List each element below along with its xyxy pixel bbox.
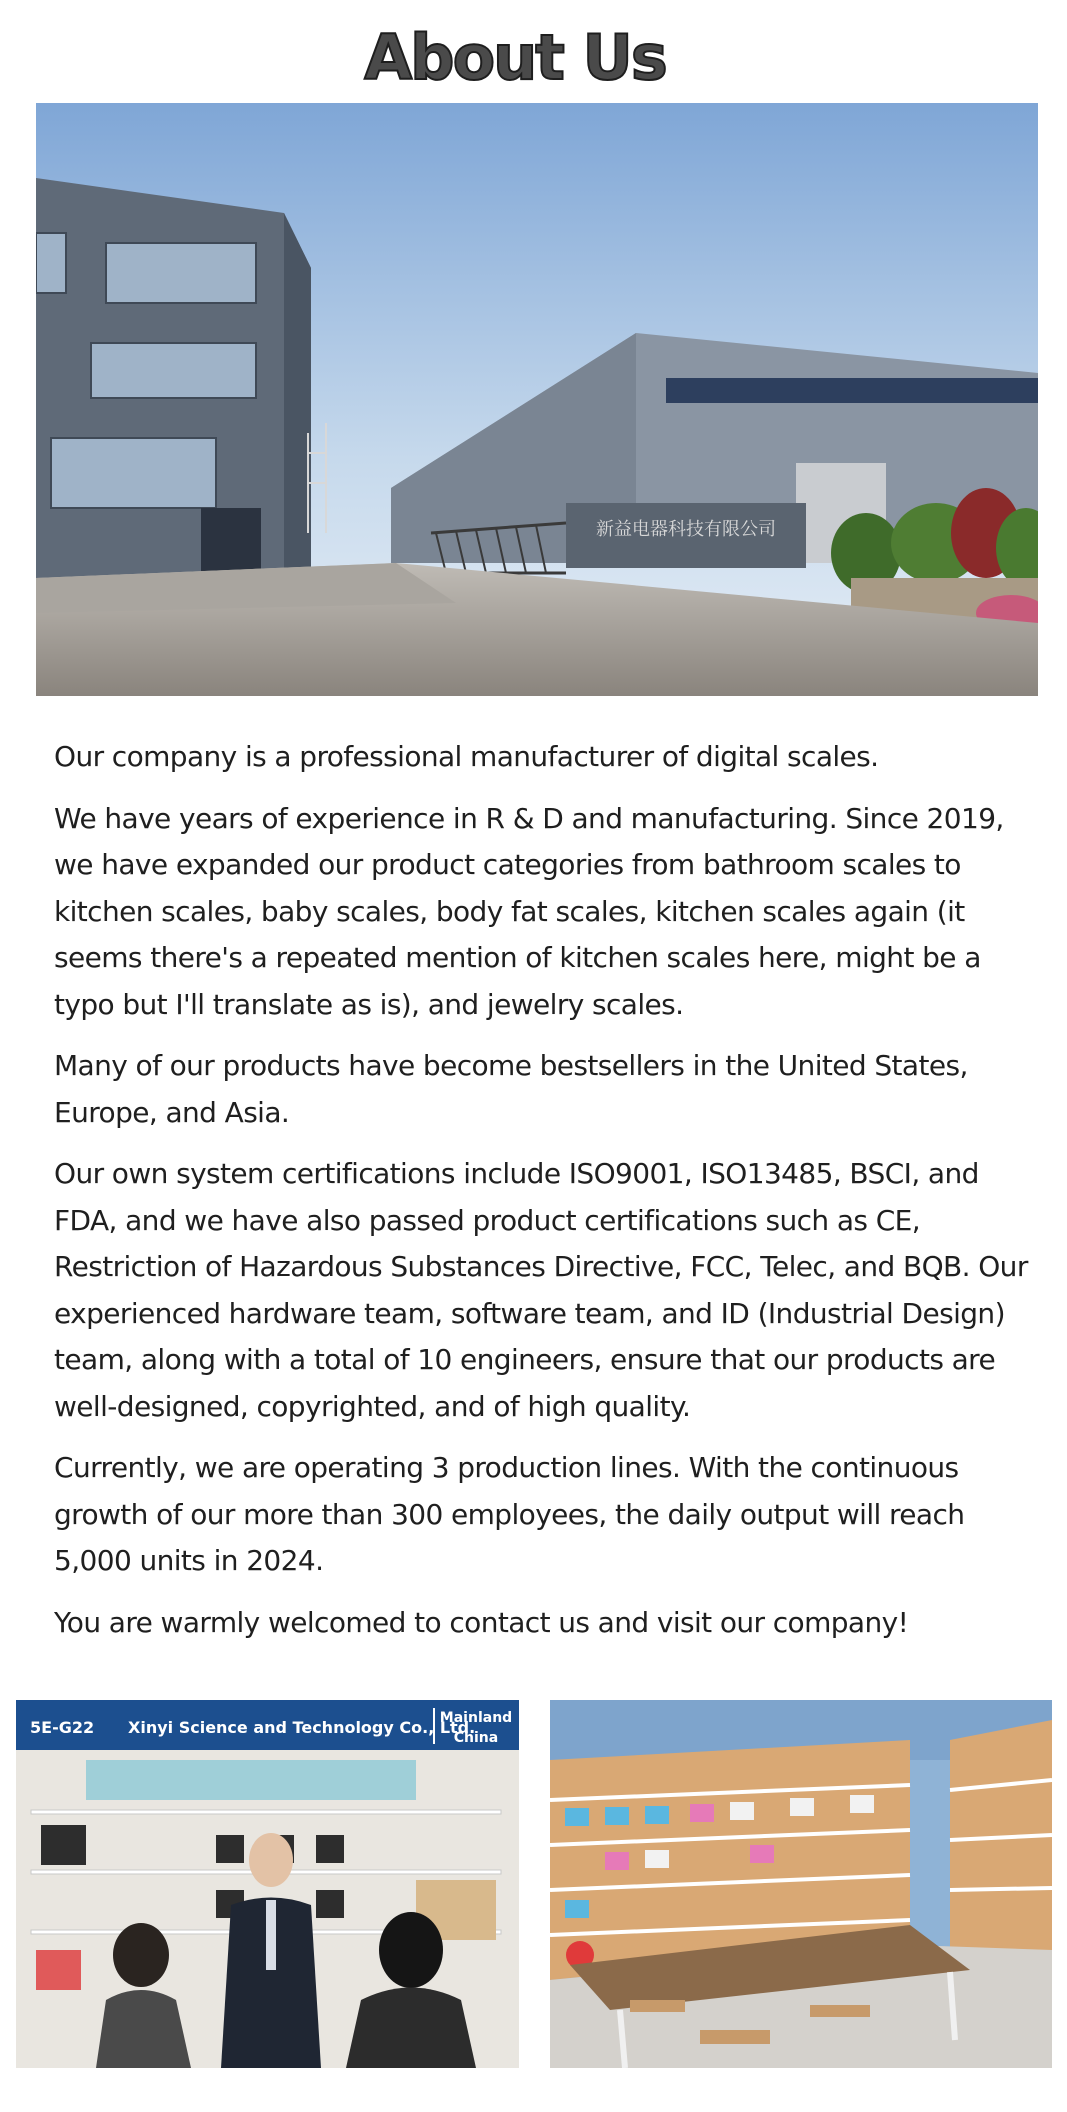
- factory-sign-text: 新益电器科技有限公司: [596, 519, 776, 540]
- production-paragraph: Currently, we are operating 3 production lines. With the continuous growth of our more than 300 employees, the daily output will reach 5,000 units in 2024.: [54, 1451, 965, 1577]
- about-text: [54, 734, 1039, 1661]
- welcome-paragraph: You are warmly welcomed to contact us and visit our company!: [54, 1605, 909, 1639]
- page-title: About Us: [364, 21, 666, 94]
- experience-paragraph: We have years of experience in R & D and manufacturing. Since 2019, we have expanded our product categories from bathroom scales to kitchen scales, baby scales, body fat scales, kitchen scales again (it seems there's a repeated mention of kitchen scales here, might be a typo but I'll translate as is), and jewelry scales.: [54, 801, 1004, 1021]
- intro-paragraph: Our company is a professional manufacturer of digital scales.: [54, 740, 879, 773]
- booth-code: 5E-G22: [30, 1718, 95, 1737]
- certifications-paragraph: Our own system certifications include ISO9001, ISO13485, BSCI, and FDA, and we have also passed product certifications such as CE, Restriction of Hazardous Substances Directive, FCC, Telec, and BQB. Our experienced hardware team, software team, and ID (Industrial Design) team, along with a total of 10 engineers, ensure that our products are well-designed, copyrighted, and of high quality.: [54, 1157, 1028, 1423]
- showroom-photo: [550, 1700, 1052, 2068]
- trade-show-booth-photo: [16, 1700, 519, 2068]
- factory-building-photo: [36, 103, 1038, 696]
- booth-company-name: Xinyi Science and Technology Co., Ltd.: [128, 1718, 476, 1737]
- bestsellers-paragraph: Many of our products have become bestsellers in the United States, Europe, and Asia.: [54, 1049, 968, 1129]
- booth-region-line2: China: [453, 1730, 499, 1746]
- booth-region-line1: Mainland: [439, 1710, 513, 1726]
